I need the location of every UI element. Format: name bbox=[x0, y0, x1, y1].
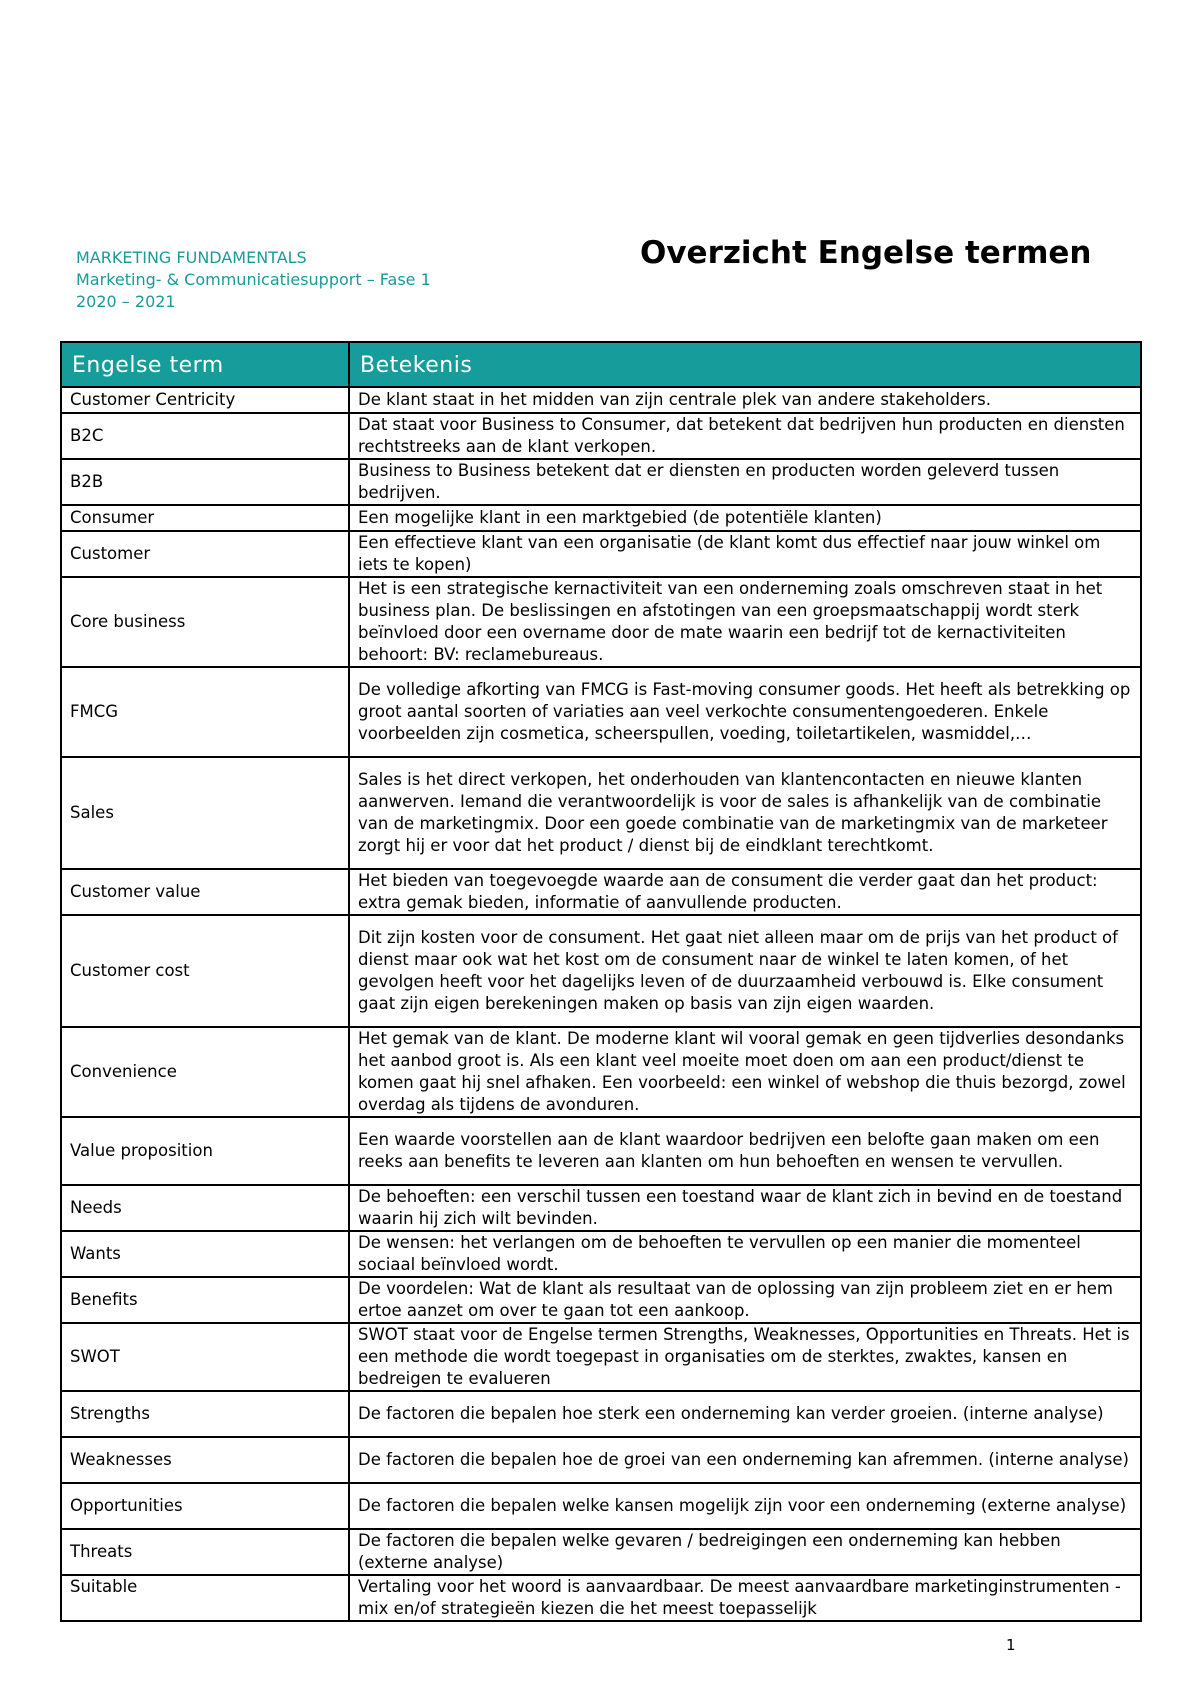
meaning-cell: De voordelen: Wat de klant als resultaat van de oplossing van zijn probleem ziet en er hem ertoe aanzet om over te gaan tot een aankoop. bbox=[349, 1277, 1141, 1323]
meaning-cell: De factoren die bepalen welke kansen mogelijk zijn voor een onderneming (externe analyse) bbox=[349, 1483, 1141, 1529]
meaning-cell: Het is een strategische kernactiviteit van een onderneming zoals omschreven staat in het business plan. De beslissingen en afstotingen van een groepsmaatschappij wordt sterk beïnvloed door een overname door de mate waarin een bedrijf tot de kernactiviteiten behoort: BV: reclamebureaus. bbox=[349, 577, 1141, 667]
table-row bbox=[61, 1231, 1141, 1277]
terms-table bbox=[60, 341, 1142, 1622]
meaning-cell: De factoren die bepalen hoe sterk een onderneming kan verder groeien. (interne analyse) bbox=[349, 1391, 1141, 1437]
term-cell: Sales bbox=[61, 757, 349, 869]
term-cell: Wants bbox=[61, 1231, 349, 1277]
term-cell: Convenience bbox=[61, 1027, 349, 1117]
term-cell: Opportunities bbox=[61, 1483, 349, 1529]
table-row bbox=[61, 1391, 1141, 1437]
academic-year: 2020 – 2021 bbox=[76, 292, 176, 311]
table-row bbox=[61, 757, 1141, 869]
meaning-cell: De klant staat in het midden van zijn centrale plek van andere stakeholders. bbox=[349, 387, 1141, 413]
term-cell: FMCG bbox=[61, 667, 349, 757]
meaning-cell: De behoeften: een verschil tussen een toestand waar de klant zich in bevind en de toestand waarin hij zich wilt bevinden. bbox=[349, 1185, 1141, 1231]
meaning-cell: De factoren die bepalen hoe de groei van een onderneming kan afremmen. (interne analyse) bbox=[349, 1437, 1141, 1483]
table-row bbox=[61, 459, 1141, 505]
table-row bbox=[61, 1437, 1141, 1483]
term-cell: SWOT bbox=[61, 1323, 349, 1391]
page-number: 1 bbox=[1006, 1636, 1016, 1654]
table-row bbox=[61, 577, 1141, 667]
table-row bbox=[61, 1027, 1141, 1117]
term-cell: Consumer bbox=[61, 505, 349, 531]
table-row bbox=[61, 667, 1141, 757]
term-cell: Core business bbox=[61, 577, 349, 667]
table-row bbox=[61, 1323, 1141, 1391]
table-row bbox=[61, 531, 1141, 577]
term-cell: Customer cost bbox=[61, 915, 349, 1027]
table-row bbox=[61, 915, 1141, 1027]
table-row bbox=[61, 1483, 1141, 1529]
meaning-cell: De wensen: het verlangen om de behoeften te vervullen op een manier die momenteel sociaal beïnvloed wordt. bbox=[349, 1231, 1141, 1277]
meaning-cell: Een waarde voorstellen aan de klant waardoor bedrijven een belofte gaan maken om een reeks aan benefits te leveren aan klanten om hun behoeften en wensen te vervullen. bbox=[349, 1117, 1141, 1185]
course-info bbox=[76, 247, 431, 313]
term-cell: Customer bbox=[61, 531, 349, 577]
page-title: Overzicht Engelse termen bbox=[640, 235, 1092, 271]
table-row bbox=[61, 1277, 1141, 1323]
table-row bbox=[61, 1185, 1141, 1231]
meaning-cell: Het gemak van de klant. De moderne klant wil vooral gemak en geen tijdverlies desondanks het aanbod groot is. Als een klant veel moeite moet doen om aan een product/dienst te komen gaat hij snel afhaken. Een voorbeeld: een winkel of webshop die thuis bezorgd, zowel overdag als tijdens de avonduren. bbox=[349, 1027, 1141, 1117]
program-name: Marketing- & Communicatiesupport – Fase 1 bbox=[76, 270, 431, 289]
term-cell: Strengths bbox=[61, 1391, 349, 1437]
table-row bbox=[61, 505, 1141, 531]
meaning-cell: Een mogelijke klant in een marktgebied (de potentiële klanten) bbox=[349, 505, 1141, 531]
meaning-cell: Een effectieve klant van een organisatie (de klant komt dus effectief naar jouw winkel om iets te kopen) bbox=[349, 531, 1141, 577]
meaning-cell: De volledige afkorting van FMCG is Fast-moving consumer goods. Het heeft als betrekking op groot aantal soorten of variaties aan veel verkochte consumentengoederen. Enkele voorbeelden zijn cosmetica, scheerspullen, voeding, toiletartikelen, wasmiddel,… bbox=[349, 667, 1141, 757]
term-cell: Benefits bbox=[61, 1277, 349, 1323]
term-cell: Customer Centricity bbox=[61, 387, 349, 413]
term-cell: Weaknesses bbox=[61, 1437, 349, 1483]
table-row bbox=[61, 869, 1141, 915]
term-cell: B2B bbox=[61, 459, 349, 505]
column-header-meaning: Betekenis bbox=[349, 342, 1141, 387]
course-name: MARKETING FUNDAMENTALS bbox=[76, 248, 307, 267]
meaning-cell: Dit zijn kosten voor de consument. Het gaat niet alleen maar om de prijs van het product of dienst maar ook wat het kost om de consument naar de winkel te laten komen, of het gevolgen heeft voor het dagelijks leven of de duurzaamheid verbouwd is. Elke consument gaat zijn eigen berekeningen maken op basis van zijn eigen waarden. bbox=[349, 915, 1141, 1027]
meaning-cell: Het bieden van toegevoegde waarde aan de consument die verder gaat dan het product: extra gemak bieden, informatie of aanvullende producten. bbox=[349, 869, 1141, 915]
term-cell: Value proposition bbox=[61, 1117, 349, 1185]
table-row bbox=[61, 387, 1141, 413]
meaning-cell: Sales is het direct verkopen, het onderhouden van klantencontacten en nieuwe klanten aanwerven. Iemand die verantwoordelijk is voor de sales is afhankelijk van de combinatie van de marketingmix. Door een goede combinatie van de marketingmix van de marketeer zorgt hij er voor dat het product / dienst bij de eindklant terechtkomt. bbox=[349, 757, 1141, 869]
table-row bbox=[61, 1117, 1141, 1185]
table-row bbox=[61, 413, 1141, 459]
meaning-cell: Dat staat voor Business to Consumer, dat betekent dat bedrijven hun producten en diensten rechtstreeks aan de klant verkopen. bbox=[349, 413, 1141, 459]
table-header-row bbox=[61, 342, 1141, 387]
table-row bbox=[61, 1529, 1141, 1575]
meaning-cell: Business to Business betekent dat er diensten en producten worden geleverd tussen bedrijven. bbox=[349, 459, 1141, 505]
meaning-cell: SWOT staat voor de Engelse termen Strengths, Weaknesses, Opportunities en Threats. Het is een methode die wordt toegepast in organisaties om de sterktes, zwaktes, kansen en bedreigen te evalueren bbox=[349, 1323, 1141, 1391]
term-cell: Threats bbox=[61, 1529, 349, 1575]
column-header-term: Engelse term bbox=[61, 342, 349, 387]
term-cell: Needs bbox=[61, 1185, 349, 1231]
meaning-cell: Vertaling voor het woord is aanvaardbaar. De meest aanvaardbare marketinginstrumenten -mix en/of strategieën kiezen die het meest toepasselijk bbox=[349, 1575, 1141, 1621]
meaning-cell: De factoren die bepalen welke gevaren / bedreigingen een onderneming kan hebben (externe analyse) bbox=[349, 1529, 1141, 1575]
term-cell: Suitable bbox=[61, 1575, 349, 1621]
table-row bbox=[61, 1575, 1141, 1621]
term-cell: Customer value bbox=[61, 869, 349, 915]
term-cell: B2C bbox=[61, 413, 349, 459]
